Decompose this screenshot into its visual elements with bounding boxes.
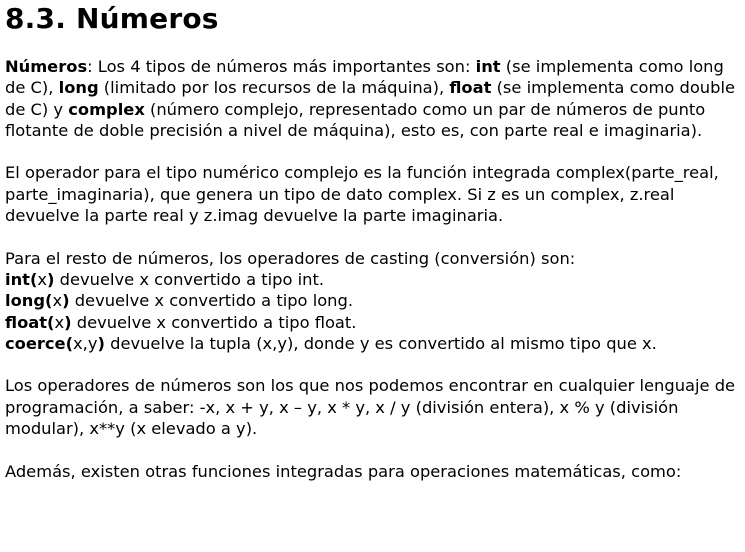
complex-operator-paragraph: El operador para el tipo numérico complejo es la función integrada complex(parte_real, parte_imaginaria), que genera un tipo de dato complex. Si z es un complex, z.real devuelve la parte real y z.imag devuelve la parte imaginaria. xyxy=(5,163,719,226)
term-float: float xyxy=(449,78,492,98)
functions-paragraph: Además, existen otras funciones integradas para operaciones matemáticas, como: xyxy=(5,461,682,481)
casting-paragraph xyxy=(5,248,739,354)
term-complex: complex xyxy=(68,99,145,119)
term-long: long xyxy=(58,78,99,98)
section-heading: 8.3. Números xyxy=(5,2,219,35)
term-numeros: Números xyxy=(5,57,88,76)
operators-paragraph: Los operadores de números son los que nos podemos encontrar en cualquier lenguaje de programación, a saber: -x, x + y, x – y, x * y, x / y (división entera), x % y (división modular), x**y (x elevado a y). xyxy=(5,376,736,439)
casting-item-coerce: coerce(x,y) devuelve la tupla (x,y), donde y es convertido al mismo tipo que x. xyxy=(5,333,657,353)
casting-intro: Para el resto de números, los operadores de casting (conversión) son: xyxy=(5,248,576,268)
casting-item-int: int(x) devuelve x convertido a tipo int. xyxy=(5,269,325,289)
term-int: int xyxy=(475,57,501,76)
casting-item-long: long(x) devuelve x convertido a tipo long. xyxy=(5,291,354,311)
numbers-intro-paragraph: Números: Los 4 tipos de números más importantes son: int (se implementa como long de C), long (limitado por los recursos de la máquina), float (se implementa como double de C) y complex (número complejo, representado como un par de números de punto flotante de doble precisión a nivel de máquina), esto es, con parte real e imaginaria). xyxy=(5,57,735,140)
casting-item-float: float(x) devuelve x convertido a tipo float. xyxy=(5,312,357,332)
